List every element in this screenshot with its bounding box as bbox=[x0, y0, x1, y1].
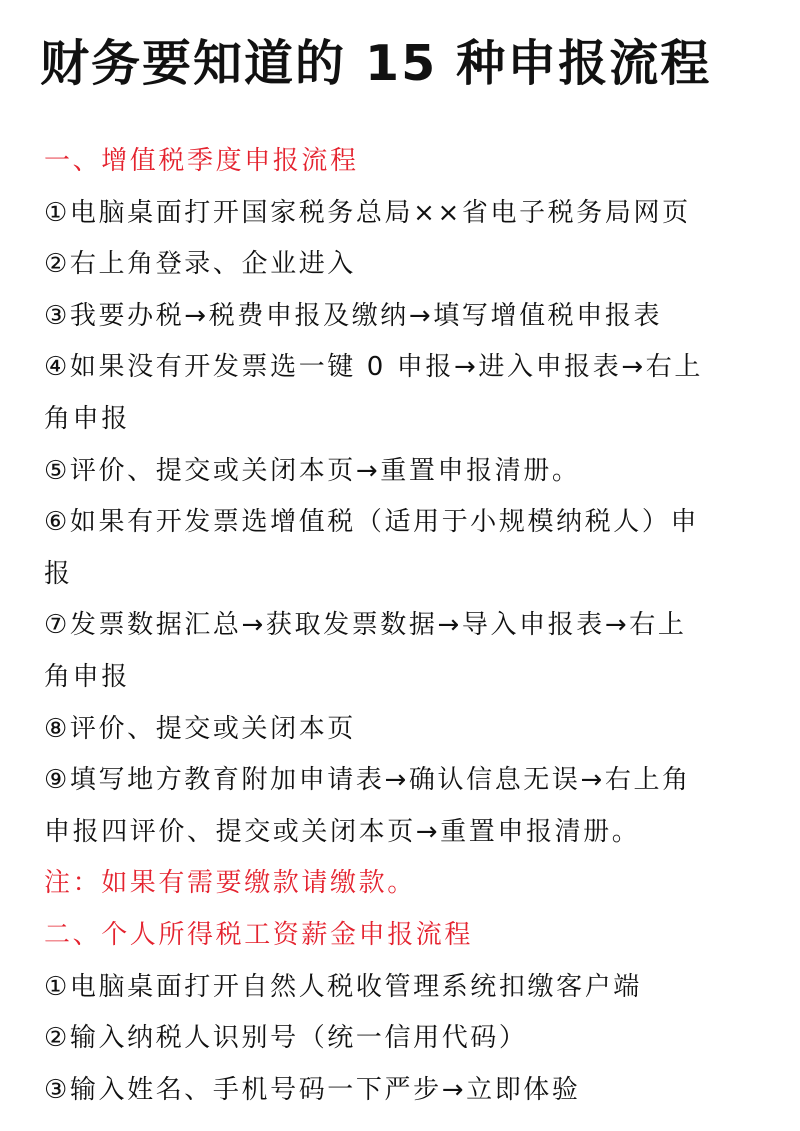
page-title: 财务要知道的 15 种申报流程 bbox=[40, 35, 712, 92]
iit-step-3: ③输入姓名、手机号码一下严步→立即体验 bbox=[44, 1074, 581, 1105]
vat-step-6: ⑥如果有开发票选增值税（适用于小规模纳税人）申 bbox=[44, 507, 700, 538]
iit-step-1: ①电脑桌面打开自然人税收管理系统扣缴客户端 bbox=[44, 971, 642, 1002]
vat-step-7-cont: 角申报 bbox=[44, 661, 130, 692]
vat-step-8: ⑧评价、提交或关闭本页 bbox=[44, 713, 356, 744]
vat-step-4-cont: 角申报 bbox=[44, 403, 130, 434]
vat-step-5: ⑤评价、提交或关闭本页→重置申报清册。 bbox=[44, 455, 581, 486]
section-heading-iit: 二、个人所得税工资薪金申报流程 bbox=[44, 919, 474, 950]
vat-step-7: ⑦发票数据汇总→获取发票数据→导入申报表→右上 bbox=[44, 610, 687, 641]
vat-step-6-cont: 报 bbox=[44, 558, 73, 589]
vat-step-3: ③我要办税→税费申报及缴纳→填写增值税申报表 bbox=[44, 300, 663, 331]
vat-step-9-cont: 申报四评价、提交或关闭本页→重置申报清册。 bbox=[44, 816, 641, 847]
vat-step-4: ④如果没有开发票选一键 0 申报→进入申报表→右上 bbox=[44, 352, 703, 383]
section-heading-vat: 一、增值税季度申报流程 bbox=[44, 146, 359, 176]
vat-step-1: ①电脑桌面打开国家税务总局××省电子税务局网页 bbox=[44, 197, 691, 228]
vat-step-9: ⑨填写地方教育附加申请表→确认信息无误→右上角 bbox=[44, 765, 691, 796]
iit-step-2: ②输入纳税人识别号（统一信用代码） bbox=[44, 1023, 528, 1054]
document-body bbox=[44, 136, 764, 1116]
vat-note: 注：如果有需要缴款请缴款。 bbox=[44, 868, 416, 899]
vat-step-2: ②右上角登录、企业进入 bbox=[44, 249, 356, 280]
